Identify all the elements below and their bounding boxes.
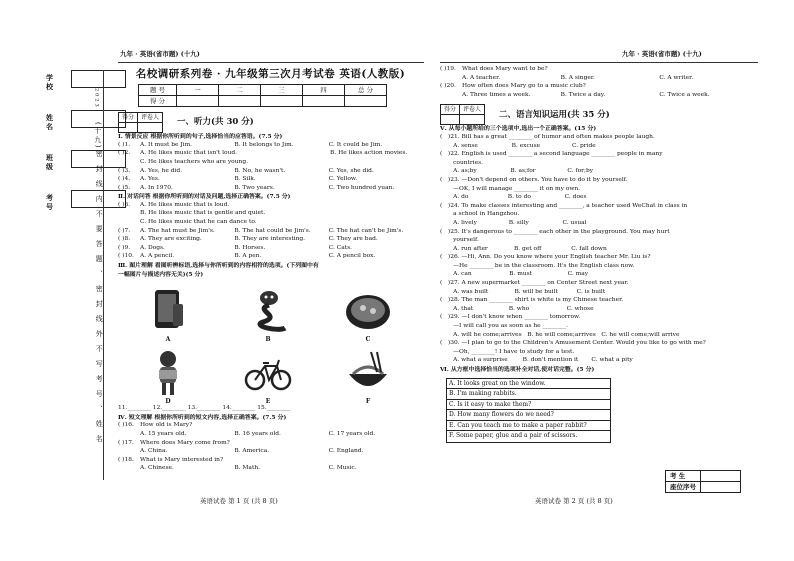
score-head-1: 一 — [177, 85, 219, 96]
question-line — [118, 448, 423, 457]
option-box-item: F. Some paper, glue and a pair of scissors. — [449, 432, 578, 440]
answer-blanks-11-15[interactable]: 11.________ 12.________ 13.________ 14.________ 15.________ — [118, 405, 291, 412]
section1-title: 一、听力(共 30 分) — [177, 117, 254, 128]
grammar-question-line: ( )29. —I don't know when ________ tomorrow. — [440, 314, 581, 321]
question-line — [118, 253, 423, 262]
phone-icon — [143, 286, 193, 336]
grammar-question-line: A. sense B. excuse C. pride — [440, 142, 596, 149]
option-a: A. It must be Jim. — [140, 141, 193, 148]
option-c: C. Twice a week. — [659, 91, 710, 98]
question-line — [118, 457, 423, 466]
option-b: B. Silk. — [234, 176, 256, 183]
option-b: B. The hat could be Jim's. — [234, 227, 311, 234]
score-head-0: 题 号 — [139, 85, 177, 96]
picture-d — [118, 343, 218, 405]
option-a: A. Yes, he did. — [140, 167, 183, 174]
score-cell[interactable] — [303, 96, 345, 107]
question-number[interactable]: ( )5. — [118, 184, 131, 191]
option-a: C. He likes music that he can dance to. — [140, 219, 257, 226]
question-line — [440, 75, 758, 84]
grammar-question-line: ( )28. The man ________ shirt is white is my Chinese teacher. — [440, 297, 624, 304]
binding-strip — [38, 70, 128, 480]
option-b: B. Twice a day. — [560, 91, 606, 98]
option-a: What does Mary want to be? — [462, 66, 548, 72]
option-b: B. A pen. — [234, 253, 262, 260]
option-b: B. It belongs to Jim. — [234, 141, 294, 148]
option-b: B. They are interesting. — [234, 236, 306, 243]
section1-header — [118, 112, 423, 133]
grammar-question-line: —OK, I will manage ________ it on my own. — [440, 185, 581, 192]
grammar-question-line: yourself. — [440, 237, 479, 244]
score-cell[interactable] — [219, 96, 261, 107]
year-mark: 2023 — [93, 88, 100, 109]
exam-no-label: 考 号 — [46, 193, 58, 211]
question-number[interactable]: ( )8. — [118, 236, 131, 243]
option-box-item: E. Can you teach me to make a paper rabbit? — [447, 421, 610, 432]
grammar-question-line: a school in Hangzhou. — [440, 211, 520, 218]
question-number[interactable] — [440, 75, 462, 84]
grader-table-2 — [440, 104, 485, 125]
seat-label-1: 考 生 — [666, 471, 701, 482]
option-a: A. He likes music that is loud. — [140, 201, 230, 208]
score-head-2: 二 — [219, 85, 261, 96]
question-number[interactable]: ( )17. — [118, 439, 134, 446]
left-page — [118, 66, 423, 474]
grammar-question-line: —He ________ be in the classroom. It's the English class now. — [440, 262, 635, 269]
score-head-3: 三 — [261, 85, 303, 96]
question-line — [440, 66, 758, 75]
seat-number-table — [665, 470, 741, 493]
option-c: C. The hat can't be Jim's. — [328, 227, 404, 234]
option-a: Where does Mary come from? — [140, 439, 230, 446]
grammar-question-line: A. run after B. get off C. fall down — [440, 245, 607, 252]
grader-table — [118, 112, 163, 133]
grammar-question-line: ( )21. Bill has a great ________ of humor and often makes people laugh. — [440, 133, 655, 140]
picture-label-a: A — [165, 335, 171, 343]
question-line — [118, 236, 423, 245]
q6-10-list — [118, 202, 423, 262]
option-box-item: D. How many flowers do we need? — [447, 410, 610, 421]
grader-reviewer-cell[interactable] — [138, 123, 163, 133]
option-b: B. No, he wasn't. — [234, 167, 286, 174]
option-box-item: B. I'm making rabbits. — [447, 389, 610, 400]
grammar-question-line: ( )25. It's dangerous to ________ each other in the playground. You may hurt — [440, 228, 670, 235]
score-cell[interactable] — [177, 96, 219, 107]
grammar-question-line: A. what a surprise B. don't mention it C. what a pity — [440, 357, 633, 364]
question-number[interactable] — [118, 465, 140, 474]
option-a: A. A pencil. — [140, 253, 175, 260]
question-line — [118, 142, 423, 151]
option-a: A. Dogs. — [140, 244, 165, 251]
option-a: A. Three times a week. — [462, 91, 531, 98]
grammar-question-line: —I will call you as soon as he ________. — [440, 323, 568, 330]
seat-cell[interactable] — [701, 482, 741, 493]
option-a: A. 15 years old. — [140, 431, 187, 437]
question-line — [118, 228, 423, 237]
question-number[interactable]: ( )4. — [118, 176, 131, 183]
picture-label-d: D — [165, 397, 171, 405]
question-number[interactable]: ( )2. — [118, 150, 131, 157]
score-head-5: 总 分 — [345, 85, 387, 96]
part6-instructions: Ⅵ. 从方框中选择恰当的选项补全对话,使对话完整。(5 分) — [440, 366, 595, 373]
grader-reviewer-cell[interactable] — [460, 115, 485, 125]
question-number[interactable] — [118, 448, 140, 457]
option-c: C. They are bad. — [328, 236, 378, 243]
grader-score-cell[interactable] — [119, 123, 138, 133]
picture-a — [118, 281, 218, 343]
food-bowl-icon — [343, 286, 393, 336]
picture-label-f: F — [365, 397, 371, 405]
grader-score-cell[interactable] — [441, 115, 460, 125]
picture-label-e: E — [265, 397, 271, 405]
footer-left: 英语试卷 第 1 页 (共 8 页) — [200, 497, 278, 505]
option-box-item: C. Is it easy to make them? — [447, 400, 610, 411]
option-c: C. A pencil box. — [328, 253, 376, 260]
option-c: C. Cats. — [328, 244, 352, 251]
grammar-question-line: ( )24. To make classes interesting and ________, a teacher used WeChat in class in — [440, 202, 688, 209]
name-label: 姓 名 — [46, 113, 58, 131]
header-rule-left — [118, 62, 424, 63]
question-number[interactable] — [440, 92, 462, 101]
question-line — [118, 159, 423, 168]
header-right: 九年 · 英语(省市题) (十九) — [622, 50, 702, 58]
option-a: B. He likes music that is gentle and quiet. — [140, 210, 266, 217]
question-line — [118, 465, 423, 474]
option-b: B. Horses. — [234, 244, 266, 251]
option-c: C. Two hundred yuan. — [328, 184, 395, 191]
option-b: B. America. — [234, 448, 270, 455]
page-title: 名校调研系列卷 · 九年级第三次月考试卷 英语(人教版) — [135, 68, 406, 80]
score-row-label: 得 分 — [139, 96, 177, 107]
part3-instructions-cont: 一幅图片与描述内容无关)(5 分) — [118, 270, 204, 278]
grammar-question-line: A. will he come;arrives B. he will come;arrives C. he will come;will arrive — [440, 331, 680, 338]
question-number[interactable]: ( )1. — [118, 141, 131, 148]
question-line — [118, 245, 423, 254]
grammar-question-line: A. that B. who C. whose — [440, 305, 594, 312]
seat-cell[interactable] — [701, 471, 741, 482]
footer-right: 英语试卷 第 2 页 (共 8 页) — [535, 497, 613, 505]
header-left: 九年 · 英语(省市题) (十九) — [120, 50, 200, 58]
picture-label-c: C — [365, 335, 371, 343]
option-a: A. They are exciting. — [140, 236, 202, 243]
option-a: How often does Mary go to a music club? — [462, 83, 586, 90]
score-cell[interactable] — [345, 96, 387, 107]
question-line — [118, 202, 423, 211]
option-box — [446, 378, 611, 443]
option-a: A. China. — [140, 448, 168, 455]
part1-instructions: Ⅰ. 情景反应 根据你所听到的句子,选择恰当的应答语。(7.5 分) — [118, 133, 283, 141]
school-label: 学 校 — [46, 73, 58, 91]
option-c: C. Music. — [328, 465, 357, 472]
question-line — [118, 440, 423, 449]
right-page — [440, 66, 758, 443]
seat-label-2: 座位序号 — [666, 482, 701, 493]
part4-instructions: Ⅳ. 短文理解 根据你所听到的短文内容,选择正确答案。(7.5 分) — [118, 413, 287, 421]
part5-instructions: Ⅴ. 从每小题所给的三个选项中,选出一个正确答案。(15 分) — [440, 125, 597, 133]
grammar-question-line: —Oh, ________! I have to study for a test. — [440, 348, 575, 355]
question-number[interactable]: ( )6. — [118, 201, 131, 208]
option-a: What is Mary interested in? — [140, 456, 224, 463]
option-a: A. A teacher. — [462, 74, 501, 81]
option-c: B. He likes action movies. — [330, 150, 408, 157]
option-c: C. England. — [328, 448, 364, 455]
option-c: C. Yes, she did. — [328, 167, 374, 174]
grader-score-label: 得分 — [441, 105, 460, 115]
option-b: B. Two years. — [234, 184, 275, 191]
girl-icon — [143, 348, 193, 398]
option-c: C. Yellow. — [328, 176, 358, 183]
option-c: C. It could be Jim. — [328, 141, 383, 148]
question-line — [118, 210, 423, 219]
question-number[interactable] — [118, 219, 140, 228]
option-a: C. He likes teachers who are young. — [140, 158, 248, 165]
grammar-question-line: ( )26. —Hi, Ann. Do you know where your English teacher Mr. Liu is? — [440, 254, 651, 261]
part2-instructions: Ⅱ. 对话问答 根据你所听到的对话及问题,选择正确答案。(7.5 分) — [118, 193, 291, 201]
question-line — [118, 219, 423, 228]
question-line — [118, 150, 423, 159]
option-a: A. Yes. — [140, 176, 160, 183]
question-number[interactable] — [118, 431, 140, 440]
question-number[interactable]: ( )20. — [440, 83, 456, 90]
grammar-question-line: ( )30. —I plan to go to the Children's Amusement Center. Would you like to go with me? — [440, 340, 706, 347]
score-cell[interactable] — [261, 96, 303, 107]
grammar-question-line: ( )23. —Don't depend on others. You have to do it by yourself. — [440, 176, 628, 183]
question-number[interactable]: ( )3. — [118, 167, 131, 174]
option-b: B. Math. — [234, 465, 260, 472]
grammar-question-line: A. lively B. silly C. usual — [440, 219, 587, 226]
grader-score-label: 得分 — [119, 113, 138, 123]
q1-5-list — [118, 142, 423, 194]
section2-header — [440, 104, 758, 125]
grammar-question-line: A. as;by B. as;for C. for;by — [440, 168, 594, 175]
grammar-question-line: A. was built B. will be built C. is built — [440, 288, 606, 295]
question-line — [440, 92, 758, 101]
section2-title: 二、语言知识运用(共 35 分) — [499, 109, 610, 120]
question-number[interactable] — [118, 210, 140, 219]
grammar-question-line: countries. — [440, 159, 483, 166]
question-line — [118, 185, 423, 194]
question-number[interactable]: ( )7. — [118, 227, 131, 234]
seal-warning: 密封线内不要答题、密封线外不写考号、姓名 — [95, 150, 104, 450]
option-c: C. 17 years old. — [328, 431, 376, 437]
option-b: B. A singer. — [560, 74, 595, 81]
question-number[interactable]: ( )18. — [118, 456, 134, 463]
question-number[interactable]: ( )9. — [118, 244, 131, 251]
option-b: B. 16 years old. — [234, 431, 281, 437]
option-box-item: A. It looks great on the window. — [447, 379, 610, 390]
question-line — [440, 83, 758, 92]
grammar-question-line: ( )27. A new supermarket ________ on Center Street next year. — [440, 280, 629, 287]
q19-20-list — [440, 66, 758, 100]
picture-b — [218, 281, 318, 343]
question-line — [118, 431, 423, 440]
question-line — [118, 168, 423, 177]
question-number[interactable]: ( )19. — [440, 66, 456, 72]
grader-reviewer-label: 评卷人 — [138, 113, 163, 123]
option-a: A. He likes music that isn't loud. — [140, 150, 238, 157]
grader-reviewer-label: 评卷人 — [460, 105, 485, 115]
q21-30-list — [440, 134, 758, 366]
question-number[interactable]: ( )10. — [118, 253, 134, 260]
option-a: A. In 1970. — [140, 184, 173, 191]
picture-f — [318, 343, 418, 405]
option-b — [237, 150, 330, 159]
question-number[interactable]: ( )16. — [118, 422, 134, 429]
picture-e — [218, 343, 318, 405]
paper-no-mark: (十九) — [93, 122, 102, 150]
binding-line — [103, 70, 104, 480]
question-line — [118, 176, 423, 185]
score-head-4: 四 — [303, 85, 345, 96]
question-line — [118, 422, 423, 431]
grammar-question-line: A. do B. to do C. does — [440, 194, 587, 201]
option-a: A. The hat must be Jim's. — [140, 227, 215, 234]
part3-instructions: Ⅲ. 图片理解 看图听辨标语,选择与你所听到的内容相符的选项。(下列图中有 — [118, 262, 319, 270]
bicycle-icon — [243, 348, 293, 398]
picture-grid — [118, 281, 418, 405]
picture-c — [318, 281, 418, 343]
option-a: A. Chinese. — [140, 465, 174, 472]
q16-18-list — [118, 422, 423, 474]
option-a: How old is Mary? — [140, 422, 193, 429]
score-table — [138, 84, 387, 107]
question-number[interactable] — [118, 159, 140, 168]
grammar-question-line: A. can B. must C. may — [440, 271, 589, 278]
class-label: 班 级 — [46, 153, 58, 171]
noodle-bowl-icon — [343, 348, 393, 398]
grammar-question-line: ( )22. English is used ________ a second language ________ people in many — [440, 151, 663, 158]
option-c: C. A writer. — [659, 74, 694, 81]
picture-label-b: B — [265, 335, 271, 343]
header-rule-right — [440, 62, 758, 63]
snake-icon — [243, 286, 293, 336]
